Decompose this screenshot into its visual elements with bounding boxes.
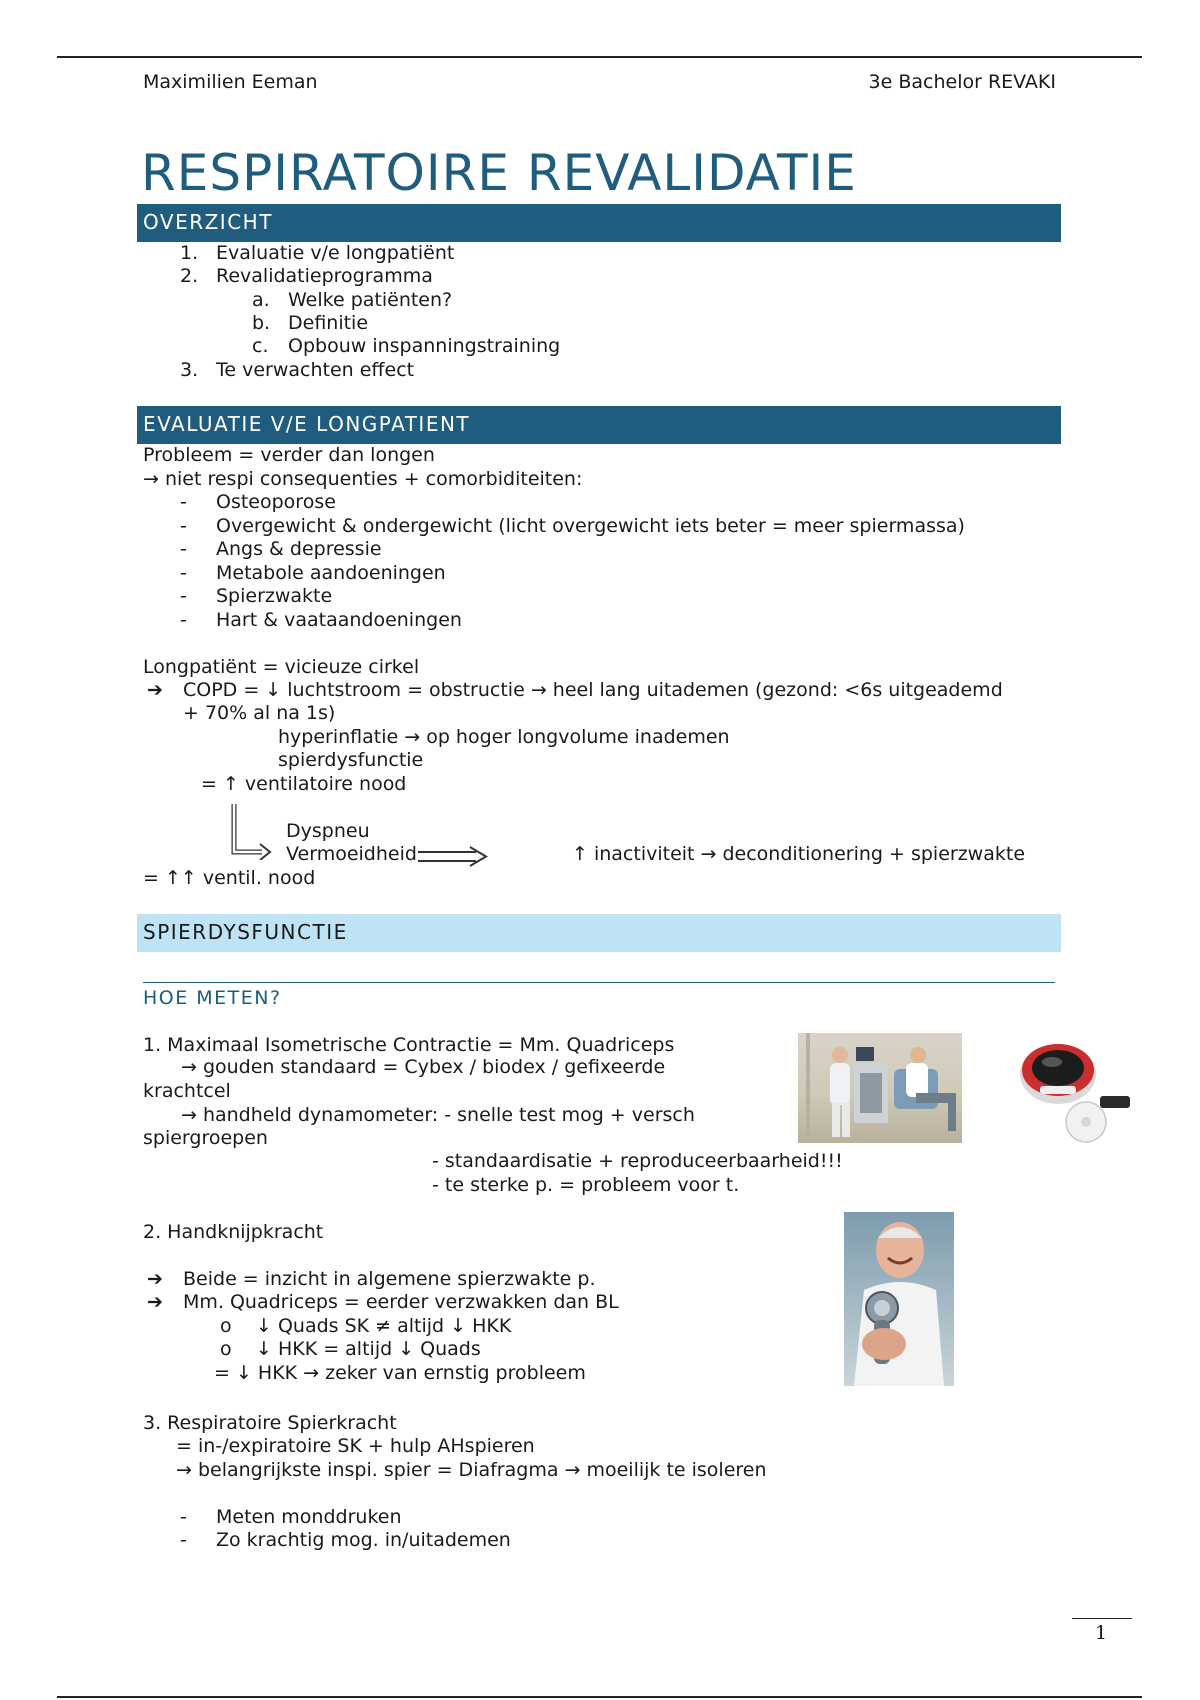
m3-line-3: → belangrijkste inspi. spier = Diafragma → moeilijk te isoleren — [176, 1459, 767, 1481]
list-item: Metabole aandoeningen — [216, 562, 446, 584]
header-author: Maximilien Eeman — [143, 71, 318, 93]
m3-bullet-1: Meten monddruken — [216, 1506, 402, 1528]
ventil-nood: = ↑↑ ventil. nood — [143, 867, 316, 889]
m1-line-5: spiergroepen — [143, 1127, 268, 1149]
page-number-rule — [1072, 1618, 1132, 1619]
spierdysfunctie-heading: SPIERDYSFUNCTIE — [143, 920, 348, 944]
m1-line-3: krachtcel — [143, 1080, 231, 1102]
bullet-dash: - — [180, 491, 187, 513]
overview-heading: OVERZICHT — [143, 210, 273, 234]
overview-num: c. — [252, 335, 269, 357]
cycle-title: Longpatiënt = vicieuze cirkel — [143, 656, 420, 678]
list-item: Overgewicht & ondergewicht (licht overgewicht iets beter = meer spiermassa) — [216, 515, 965, 537]
list-item: Hart & vaataandoeningen — [216, 609, 462, 631]
dyspneu: Dyspneu — [286, 820, 370, 842]
overview-item: Welke patiënten? — [288, 289, 453, 311]
header-course: 3e Bachelor REVAKI — [868, 71, 1056, 93]
bullet-dash: - — [180, 515, 187, 537]
m1-line-2: → gouden standaard = Cybex / biodex / gefixeerde — [181, 1056, 666, 1078]
page-number: 1 — [1095, 1622, 1108, 1644]
m3-line-2: = in-/expiratoire SK + hulp AHspieren — [176, 1435, 535, 1457]
list-item: Osteoporose — [216, 491, 336, 513]
bottom-rule — [57, 1696, 1142, 1698]
evaluation-problem: Probleem = verder dan longen — [143, 444, 435, 466]
page-title: RESPIRATOIRE REVALIDATIE — [141, 144, 857, 202]
evaluation-consequences: → niet respi consequenties + comorbiditeiten: — [143, 468, 583, 490]
m2-sub-2: ↓ HKK = altijd ↓ Quads — [256, 1338, 481, 1360]
copd-line-2: + 70% al na 1s) — [183, 702, 336, 724]
overview-item: Revalidatieprogramma — [216, 265, 433, 287]
handgrip-photo — [844, 1212, 954, 1386]
isokinetic-test-photo — [798, 1033, 962, 1143]
top-rule — [57, 56, 1142, 58]
m1-line-7: - te sterke p. = probleem voor t. — [432, 1174, 740, 1196]
handheld-dynamometer-photo — [1012, 1030, 1136, 1148]
spierdysfunctie-line: spierdysfunctie — [278, 749, 424, 771]
bullet-dash: - — [180, 562, 187, 584]
arrow-bullet: ➔ — [147, 1291, 163, 1313]
m3-bullet-2: Zo krachtig mog. in/uitademen — [216, 1529, 511, 1551]
bullet-dash: - — [180, 585, 187, 607]
m3-title: 3. Respiratoire Spierkracht — [143, 1412, 397, 1434]
m1-line-6: - standaardisatie + reproduceerbaarheid!!! — [432, 1150, 843, 1172]
elbow-arrow-icon — [228, 800, 276, 860]
arrow-bullet: ➔ — [147, 1268, 163, 1290]
overview-item: Te verwachten effect — [216, 359, 415, 381]
copd-line-1: COPD = ↓ luchtstroom = obstructie → heel lang uitademen (gezond: <6s uitgeademd — [183, 679, 1003, 701]
m2-bullet-1: Beide = inzicht in algemene spierzwakte p. — [183, 1268, 596, 1290]
inactiviteit: ↑ inactiviteit → deconditionering + spierzwakte — [572, 843, 1026, 865]
bullet-dash: - — [180, 1506, 187, 1528]
overview-item: Evaluatie v/e longpatiënt — [216, 242, 455, 264]
overview-heading-bar — [137, 204, 1061, 242]
ventilatoire-nood: = ↑ ventilatoire nood — [201, 773, 407, 795]
spierdysfunctie-heading-bar — [137, 914, 1061, 952]
hoe-meten-heading: HOE METEN? — [143, 987, 282, 1009]
bullet-dash: - — [180, 538, 187, 560]
vermoeidheid: Vermoeidheid — [286, 843, 417, 865]
m2-sub-1: ↓ Quads SK ≠ altijd ↓ HKK — [256, 1315, 512, 1337]
m1-title: 1. Maximaal Isometrische Contractie = Mm. Quadriceps — [143, 1034, 675, 1056]
double-arrow-icon — [418, 846, 490, 868]
bullet-dash: - — [180, 1529, 187, 1551]
overview-item: Opbouw inspanningstraining — [288, 335, 561, 357]
evaluation-heading: EVALUATIE V/E LONGPATIENT — [143, 412, 471, 436]
list-item: Spierzwakte — [216, 585, 333, 607]
hyperinflation: hyperinflatie → op hoger longvolume inademen — [278, 726, 730, 748]
subheading-rule — [143, 982, 1055, 983]
overview-num: 3. — [180, 359, 199, 381]
evaluation-heading-bar — [137, 406, 1061, 444]
sub-bullet-marker: o — [220, 1338, 232, 1360]
list-item: Angs & depressie — [216, 538, 382, 560]
m2-sub-3: = ↓ HKK → zeker van ernstig probleem — [214, 1362, 586, 1384]
overview-num: 1. — [180, 242, 199, 264]
m2-title: 2. Handknijpkracht — [143, 1221, 324, 1243]
arrow-bullet: ➔ — [147, 679, 163, 701]
m2-bullet-2: Mm. Quadriceps = eerder verzwakken dan BL — [183, 1291, 619, 1313]
overview-num: b. — [252, 312, 271, 334]
overview-num: 2. — [180, 265, 199, 287]
overview-item: Definitie — [288, 312, 369, 334]
m1-line-4: → handheld dynamometer: - snelle test mog + versch — [181, 1104, 695, 1126]
sub-bullet-marker: o — [220, 1315, 232, 1337]
overview-num: a. — [252, 289, 270, 311]
bullet-dash: - — [180, 609, 187, 631]
